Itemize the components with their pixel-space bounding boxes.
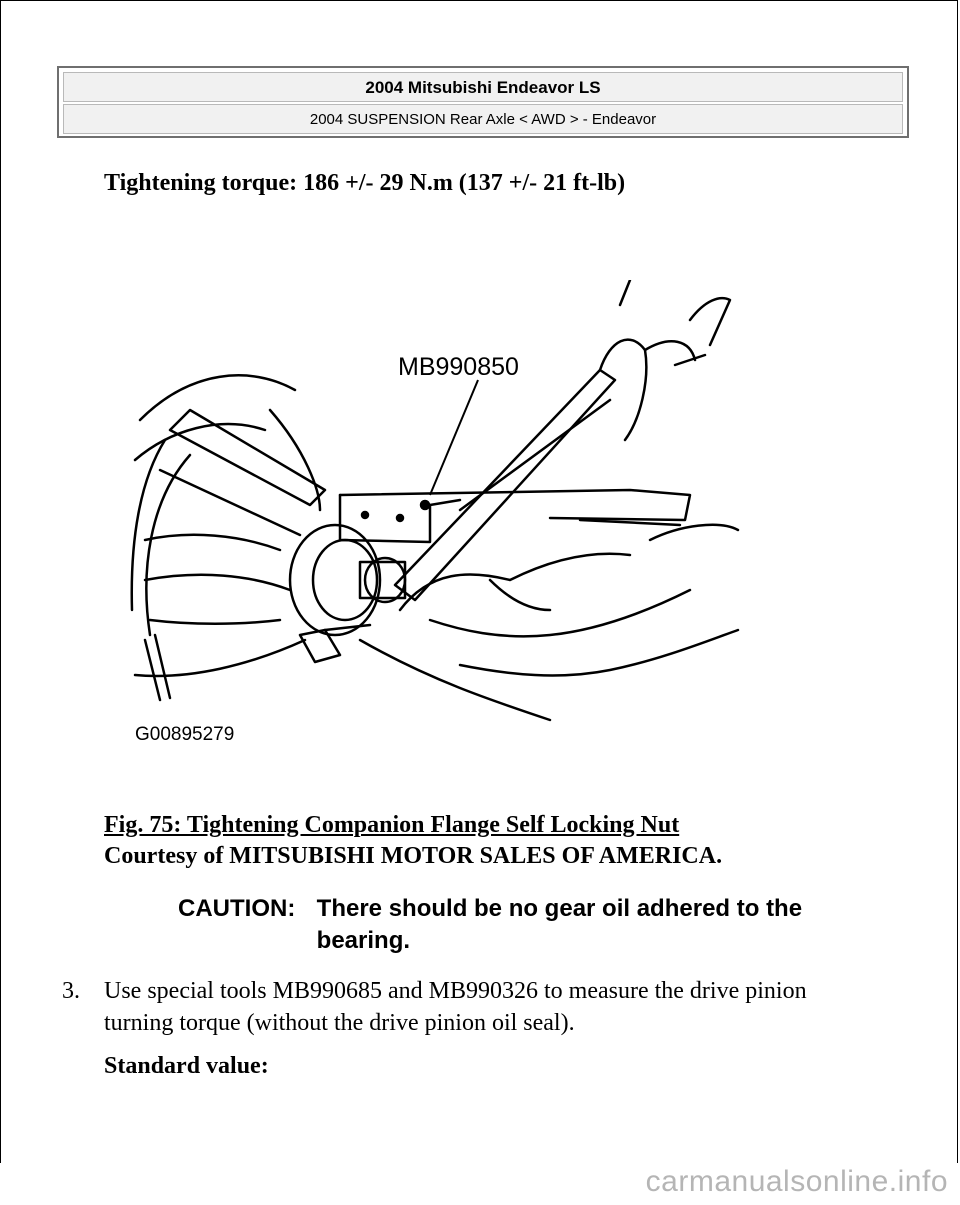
figure-illustration — [130, 280, 740, 750]
step-number: 3. — [62, 978, 80, 1004]
header-title: 2004 Mitsubishi Endeavor LS — [63, 72, 903, 102]
tool-callout: MB990850 — [398, 353, 519, 381]
tightening-torque: Tightening torque: 186 +/- 29 N.m (137 +/- 21 ft-lb) — [104, 170, 626, 196]
wrench-illustration — [130, 280, 740, 750]
caution-message: There should be no gear oil adhered to the bearing. — [316, 895, 803, 954]
page-footer — [0, 1163, 960, 1205]
watermark: carmanualsonline.info — [645, 1165, 948, 1198]
document-header — [57, 66, 909, 138]
standard-value-heading: Standard value: — [104, 1053, 269, 1079]
figure-caption[interactable]: Fig. 75: Tightening Companion Flange Self Locking Nut — [104, 812, 680, 838]
figure-courtesy: Courtesy of MITSUBISHI MOTOR SALES OF AMERICA. — [104, 843, 723, 869]
caution-label: CAUTION: — [178, 895, 296, 922]
figure-code: G00895279 — [135, 724, 235, 745]
header-subtitle: 2004 SUSPENSION Rear Axle < AWD > - Endeavor — [63, 104, 903, 134]
step-text: Use special tools MB990685 and MB990326 to measure the drive pinion turning torque (without the drive pinion oil seal). — [104, 978, 807, 1036]
caution-note — [178, 893, 838, 957]
